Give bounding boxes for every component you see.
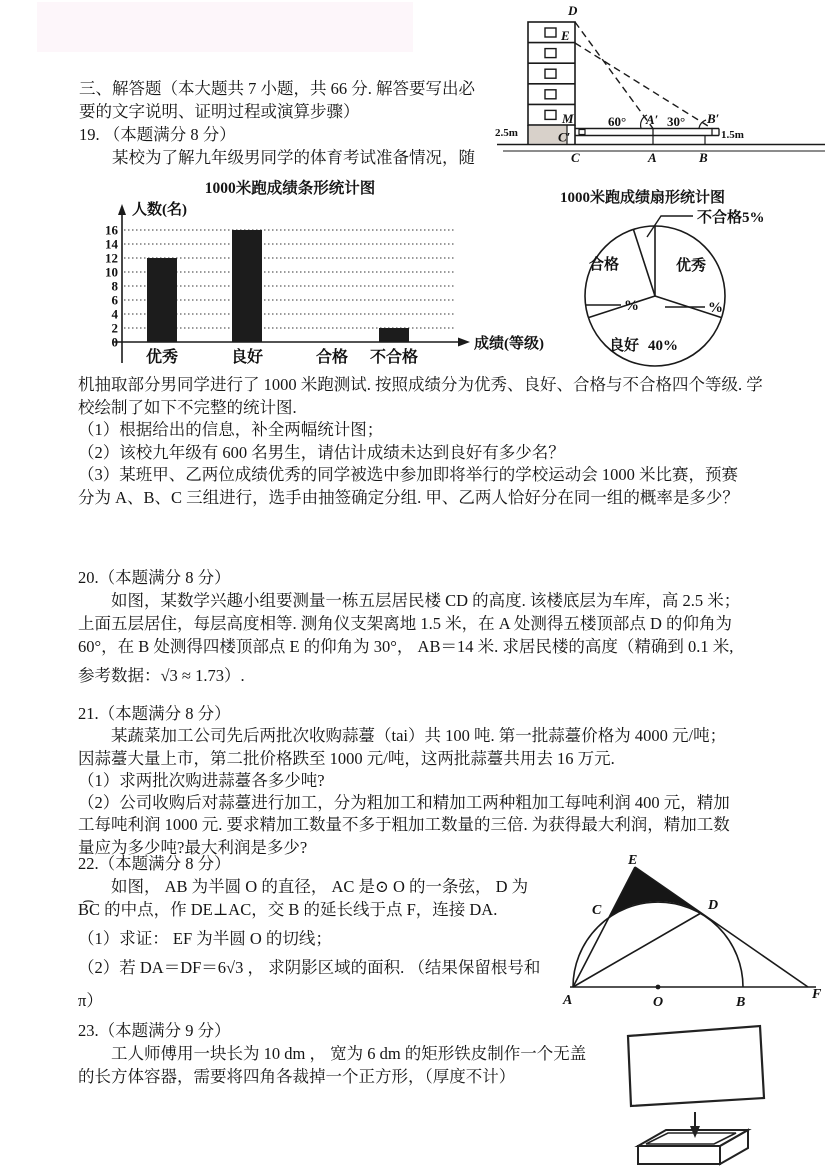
y-tick-label: 6 [111,292,118,308]
label-C: C [592,903,602,918]
y-tick-labels [105,223,119,350]
text-line: （3）某班甲、乙两位成绩优秀的同学被选中参加即将举行的学校运动会 1000 米比赛，预赛 [78,465,738,484]
y-tick-label: 8 [111,278,118,294]
sight-lines [575,22,712,129]
text-line: 21.（本题满分 8 分） [78,704,231,723]
label-A: A [563,993,573,1008]
y-tick-label: 10 [105,264,118,280]
label-B: B [699,150,708,165]
bar-chart-plot [100,198,545,370]
text-line: （1）求两批次购进蒜薹各多少吨? [78,770,325,790]
sight-line-D-Aprime [575,22,653,129]
good-slice-label: 良好 40% [609,338,679,354]
problem-19-intro [79,123,475,169]
bar [379,328,409,342]
y-tick-label: 14 [105,236,118,252]
text-line: 某校为了解九年级男同学的体育考试准备情况，随 [112,148,475,167]
text-line: 上面五层居住，每层高度相等. 测角仪支架离地 1.5 米，在 A 处测得五楼顶部点 D 的仰角为 [78,614,733,633]
problem-19-body [78,374,763,509]
y-tick-label: 12 [105,250,118,266]
y-tick-label: 4 [111,306,118,322]
scan-artifact-block [37,2,413,52]
label-A: A [648,150,657,165]
problem-23 [78,1019,586,1088]
metal-sheet-rect [628,1026,764,1106]
text-line: 工每吨利润 1000 元. 要求精加工数量不多于粗加工数量的三倍. 为获得最大利润，精加工数 [78,815,730,835]
semicircle-figure [558,852,825,1020]
label-garage-height: 2.5m [495,127,518,139]
label-C: C [571,150,580,165]
label-O: O [653,995,664,1010]
excellent-pct-placeholder: % [708,300,723,316]
text-line: （1）根据给出的信息，补全两幅统计图； [78,420,384,439]
text-line: 的长方体容器，需要将四角各裁掉一个正方形，（厚度不计） [78,1067,516,1086]
slice-line-upleft [633,229,655,296]
center-dot-O [656,985,661,990]
text-line: （2）该校九年级有 600 名男生，请估计成绩未达到良好有多少名？ [78,442,565,462]
label-B: B [736,995,746,1010]
text-line: 20.（本题满分 8 分） [78,568,231,587]
heading-line: 三、解答题（本大题共 7 小题，共 66 分. 解答要写出必 [79,79,475,98]
label-E: E [628,853,638,868]
fail-slice-label: 不合格5% [697,210,765,226]
text-line: 校绘制了如下不完整的统计图. [78,397,297,417]
x-axis-arrow [458,338,470,347]
bar-chart [100,176,545,375]
bar [147,258,177,342]
problem-21 [78,703,730,859]
text-line: 分为 A、B、C 三组进行，选手由抽签确定分组. 甲、乙两人恰好分在同一组的概率是多少？ [78,487,739,507]
pie-chart-title: 1000米跑成绩扇形统计图 [559,190,725,206]
label-D: D [708,898,719,913]
text-line: 量应为多少吨?最大利润是多少? [78,837,308,857]
problem-20 [78,566,740,687]
box-front-face [638,1146,720,1164]
text-line: 工人师傅用一块长为 10 dm ， 宽为 6 dm 的矩形铁皮制作一个无盖 [111,1044,587,1063]
text-line: 如图，某数学兴趣小组要测量一栋五层居民楼 CD 的高度. 该楼底层为车库，高 2.5 米； [111,591,741,610]
text-line: B͡C 的中点，作 DE⊥AC，交 B 的延长线于点 F，连接 DA. [78,900,498,919]
text-line: 23.（本题满分 9 分） [78,1021,231,1040]
building-elevation-figure [495,0,827,166]
y-tick-label: 2 [111,320,118,336]
text-line: 22.（本题满分 8 分） [78,854,231,873]
category-label: 不合格 [369,349,419,366]
text-line: 机抽取部分男同学进行了 1000 米跑测试. 按照成绩分为优秀、良好、合格与不合格四个等级. 学 [78,375,763,394]
text-line: （1）求证： EF 为半圆 O 的切线； [78,929,332,948]
text-line: 如图， AB 为半圆 O 的直径， AC 是⊙ O 的一条弦， D 为 [111,877,529,896]
slice-line-left [588,296,655,318]
text-line: （2）公司收购后对蒜薹进行加工，分为粗加工和精加工两种粗加工每吨利润 400 元，精加 [78,793,730,813]
text-line: 参考数据：√3 ≈ 1.73）. [78,666,245,685]
pie-chart-plot [535,207,825,379]
pass-pct-placeholder: % [624,298,639,314]
label-E: E [561,28,570,43]
label-D: D [568,3,578,18]
bar-chart-title: 1000米跑成绩条形统计图 [204,180,376,197]
text-line: 60°，在 B 处测得四楼顶部点 E 的仰角为 30°， AB＝14 米. 求居民楼的高度（精确到 0.1 米, [78,637,734,656]
y-axis-label: 人数(名) [132,202,187,218]
bars [147,230,409,342]
y-tick-label: 0 [111,334,118,350]
heading-line: 要的文字说明、证明过程或演算步骤） [79,102,360,121]
bar [232,230,262,342]
label-angle-30: 30° [667,114,686,129]
problem-22 [78,852,540,1012]
label-A-prime: A′ [646,112,659,127]
y-tick-label: 16 [105,222,118,238]
instrument-base [579,130,585,135]
box-right-face [720,1130,748,1164]
text-line: 19. （本题满分 8 分） [79,125,236,144]
building-windows [545,28,556,119]
label-device-height: 1.5m [721,129,744,141]
label-M: M [562,111,574,126]
arrow-head [690,1126,700,1138]
category-labels [146,347,418,366]
category-label: 优秀 [145,349,179,366]
text-line: π） [78,991,103,1010]
category-label: 良好 [230,349,264,366]
x-axis-label: 成绩(等级) [474,336,544,352]
label-B-prime: B′ [707,111,720,126]
text-line: 某蔬菜加工公司先后两批次收购蒜薹（tai）共 100 吨. 第一批蒜薹价格为 4000 元/吨； [111,726,727,746]
text-line: （2）若 DA＝DF＝6√3 ， 求阴影区域的面积. （结果保留根号和 [78,958,541,977]
label-C-prime: C′ [558,129,571,145]
category-label: 合格 [315,349,349,366]
pass-slice-label: 合格 [589,257,620,273]
sheet-to-box-figure [600,1012,815,1168]
pie-chart [535,186,825,384]
label-angle-60: 60° [608,114,627,129]
line-E-D-F [635,867,808,987]
y-axis-arrow [118,204,126,215]
section-heading [79,77,475,123]
text-line: 因蒜薹大量上市，第二批价格跌至 1000 元/吨，这两批蒜薹共用去 16 万元. [78,748,615,768]
label-F: F [812,987,822,1002]
excellent-slice-label: 优秀 [676,258,707,274]
